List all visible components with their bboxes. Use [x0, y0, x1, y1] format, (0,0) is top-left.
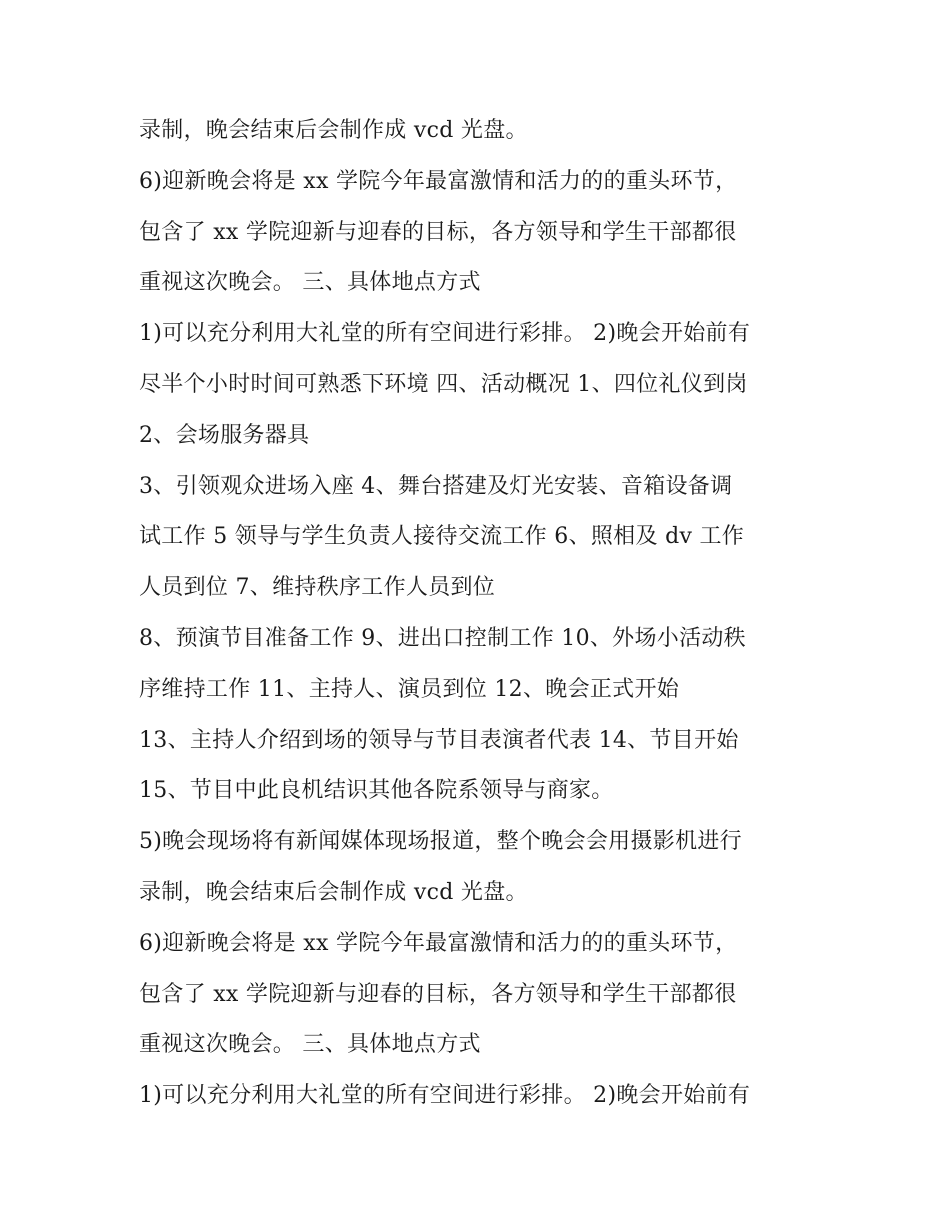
text-line: 15、节目中此良机结识其他各院系领导与商家。 — [139, 778, 614, 804]
text-line: 尽半个小时时间可熟悉下环境 四、活动概况 1、四位礼仪到岗 — [139, 371, 748, 397]
text-line: 6)迎新晚会将是 xx 学院今年最富激情和活力的的重头环节， — [139, 168, 738, 194]
text-line: 3、引领观众进场入座 4、舞台搭建及灯光安装、音箱设备调 — [139, 473, 733, 499]
text-line: 13、主持人介绍到场的领导与节目表演者代表 14、节目开始 — [139, 727, 739, 753]
text-line: 人员到位 7、维持秩序工作人员到位 — [139, 575, 496, 601]
text-line: 试工作 5 领导与学生负责人接待交流工作 6、照相及 dv 工作 — [139, 524, 745, 550]
text-line: 1)可以充分利用大礼堂的所有空间进行彩排。 2)晚会开始前有 — [139, 1083, 751, 1109]
text-line: 2、会场服务器具 — [139, 422, 310, 448]
text-line: 5)晚会现场将有新闻媒体现场报道，整个晚会会用摄影机进行 — [139, 829, 742, 855]
text-line: 重视这次晚会。 三、具体地点方式 — [139, 270, 481, 296]
text-line: 包含了 xx 学院迎新与迎春的目标，各方领导和学生干部都很 — [139, 219, 737, 245]
text-line: 6)迎新晚会将是 xx 学院今年最富激情和活力的的重头环节， — [139, 930, 738, 956]
text-line: 录制，晚会结束后会制作成 vcd 光盘。 — [139, 879, 528, 905]
text-line: 重视这次晚会。 三、具体地点方式 — [139, 1032, 481, 1058]
text-line: 录制，晚会结束后会制作成 vcd 光盘。 — [139, 118, 528, 143]
text-line: 1)可以充分利用大礼堂的所有空间进行彩排。 2)晚会开始前有 — [139, 321, 751, 347]
text-line: 序维持工作 11、主持人、演员到位 12、晚会正式开始 — [139, 676, 680, 702]
document-body — [139, 106, 839, 1122]
text-line: 8、预演节目准备工作 9、进出口控制工作 10、外场小活动秩 — [139, 625, 746, 651]
text-line: 包含了 xx 学院迎新与迎春的目标，各方领导和学生干部都很 — [139, 981, 737, 1007]
